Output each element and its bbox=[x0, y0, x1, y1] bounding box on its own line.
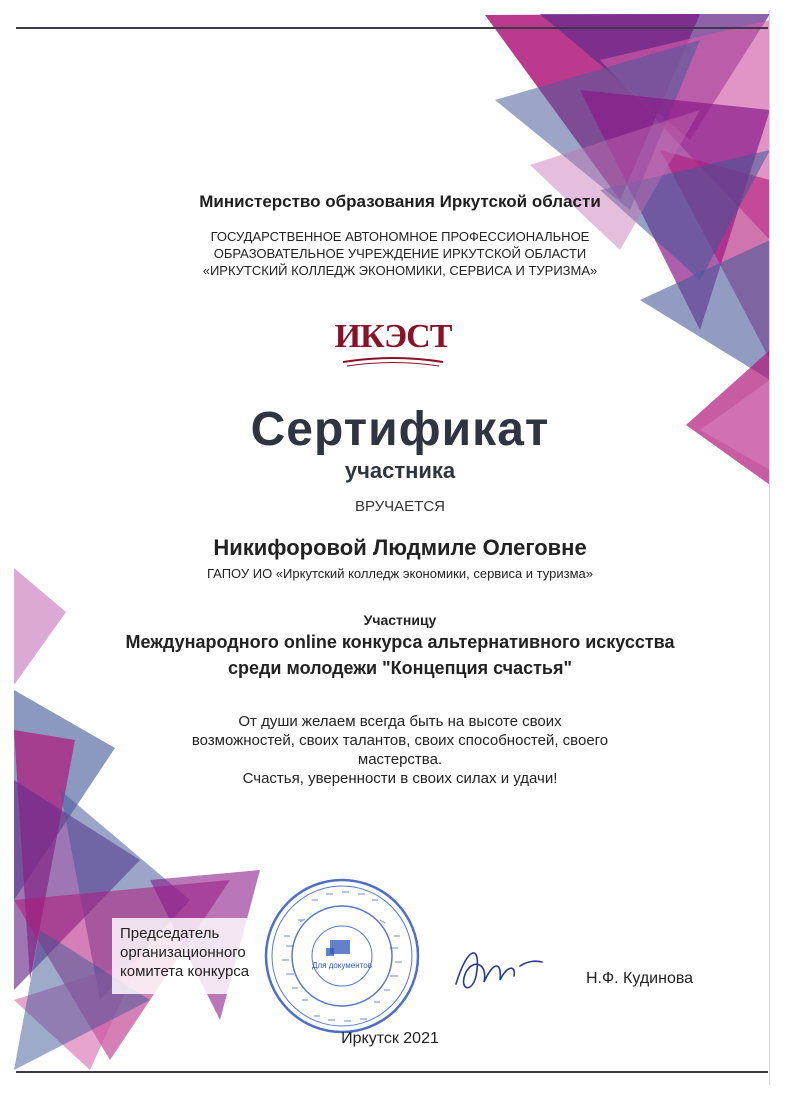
chairman-label-line: организационного bbox=[120, 944, 246, 961]
wish-line: От души желаем всегда быть на высоте своих bbox=[238, 713, 562, 730]
awarded-label: ВРУЧАЕТСЯ bbox=[354, 498, 446, 515]
recipient-organization: ГАПОУ ИО «Иркутский колледж экономики, сервиса и туризма» bbox=[207, 566, 593, 581]
stamp-center-text: Для документов bbox=[312, 961, 372, 970]
signer-name: Н.Ф. Кудинова bbox=[586, 970, 694, 987]
contest-line: среди молодежи "Концепция счастья" bbox=[227, 658, 573, 678]
contest-name bbox=[90, 629, 710, 681]
contest-line: Международного online конкурса альтернативного искусства bbox=[125, 632, 675, 652]
logo-text: ИКЭСТ bbox=[334, 318, 452, 355]
wish-line: возможностей, своих талантов, своих способностей, своего bbox=[191, 732, 609, 749]
college-stamp-icon bbox=[262, 876, 422, 1036]
chairman-label bbox=[112, 918, 282, 994]
wish-line: мастерства. bbox=[357, 751, 443, 768]
certificate-title: Сертификат bbox=[250, 403, 550, 456]
bottom-border-line bbox=[16, 1071, 768, 1073]
certificate-subtitle: участника bbox=[344, 458, 456, 483]
city-year: Иркутск 2021 bbox=[341, 1030, 439, 1047]
recipient-name: Никифоровой Людмиле Олеговне bbox=[213, 535, 587, 560]
wish-text bbox=[90, 712, 710, 788]
handwritten-signature-icon bbox=[450, 940, 550, 1000]
college-name bbox=[90, 228, 710, 279]
college-line: «ИРКУТСКИЙ КОЛЛЕДЖ ЭКОНОМИКИ, СЕРВИСА И ТУРИЗМА» bbox=[202, 263, 598, 278]
wish-line: Счастья, уверенности в своих силах и удачи! bbox=[242, 770, 558, 787]
top-border-line bbox=[16, 27, 768, 29]
participant-role: Участницу bbox=[363, 612, 437, 628]
college-line: ГОСУДАРСТВЕННОЕ АВТОНОМНОЕ ПРОФЕССИОНАЛЬНОЕ bbox=[210, 229, 590, 244]
page-edge-line bbox=[769, 10, 770, 1085]
college-logo bbox=[333, 318, 453, 368]
ministry-title: Министерство образования Иркутской области bbox=[199, 192, 601, 211]
chairman-label-line: комитета конкурса bbox=[120, 963, 250, 980]
college-line: ОБРАЗОВАТЕЛЬНОЕ УЧРЕЖДЕНИЕ ИРКУТСКОЙ ОБЛАСТИ bbox=[213, 246, 587, 261]
chairman-label-line: Председатель bbox=[120, 925, 220, 942]
